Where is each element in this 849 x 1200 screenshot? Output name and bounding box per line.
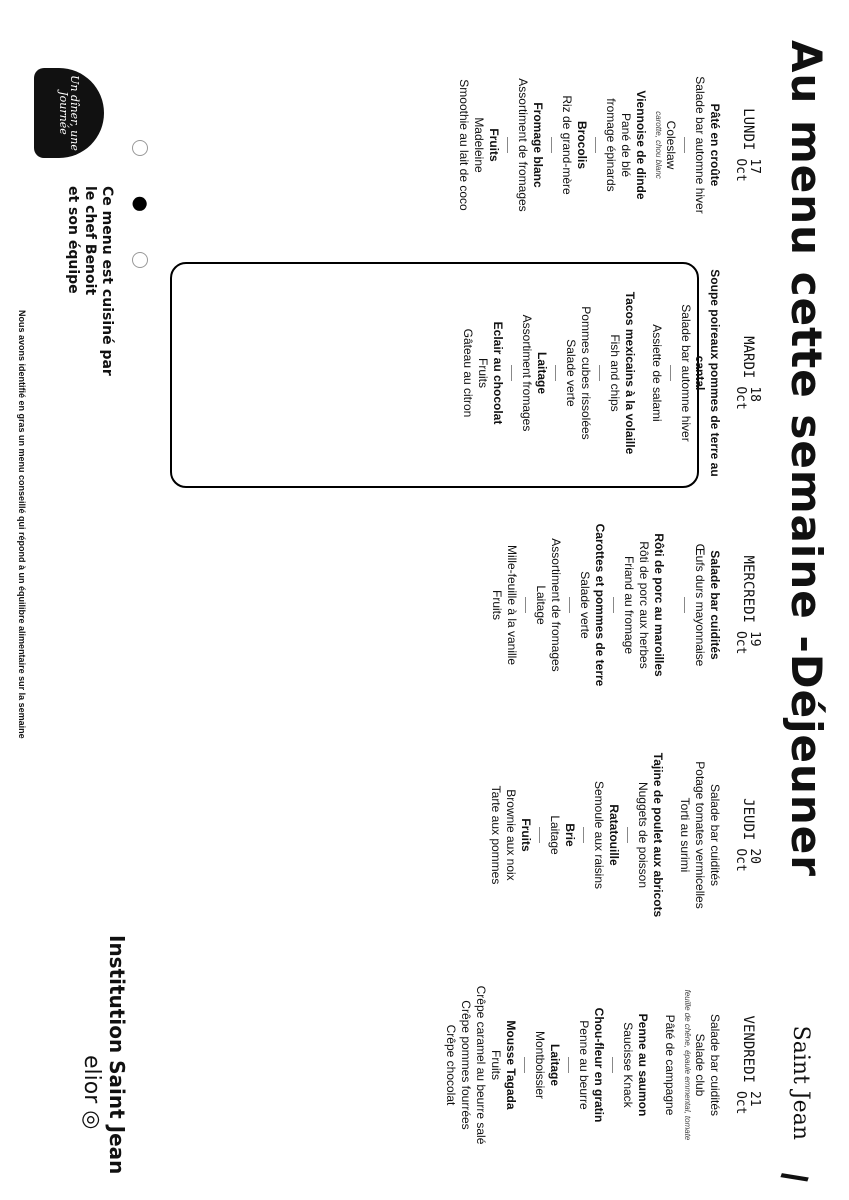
separator: [562, 960, 576, 1170]
menu-item: Assortiment fromages: [519, 314, 534, 432]
menu-item: Penne au beurre: [576, 1020, 591, 1110]
day-name: LUNDI: [739, 108, 756, 151]
day-number: 19: [747, 630, 762, 647]
separator-line: [511, 365, 512, 381]
separator: [607, 500, 621, 710]
menu-item-recommended: Rôti de porc au maroilles: [651, 533, 666, 677]
separator-line: [684, 597, 685, 613]
separator-line: [524, 1057, 525, 1073]
day-name: VENDREDI: [739, 1015, 756, 1083]
day-number: 21: [747, 1090, 762, 1107]
menu-item: Salade bar cuidités: [707, 1013, 722, 1117]
menu-item-recommended: Fruits: [486, 128, 501, 162]
day-name: JEUDI: [739, 798, 756, 841]
day-name: MARDI: [739, 336, 756, 379]
separator: [519, 500, 533, 710]
separator-line: [684, 137, 685, 153]
separator-line: [595, 137, 596, 153]
menu-item: Gâteau au citron: [460, 328, 475, 418]
separator-line: [599, 365, 600, 381]
separator-line: [539, 827, 540, 843]
separator: [533, 730, 547, 940]
day-header: [734, 268, 761, 478]
menu-item-recommended: Brocolis: [574, 120, 589, 169]
day-date: [734, 386, 761, 409]
menu-item-recommended: Fruits: [518, 818, 533, 852]
circle-icon: [133, 252, 149, 268]
menu-item: Tarte aux pommes: [488, 785, 503, 885]
institution-name: Institution Saint Jean: [105, 935, 129, 1175]
day-header: [734, 40, 761, 250]
menu-item: Laitage: [547, 815, 562, 855]
day-column: [489, 500, 761, 710]
day-header: [734, 960, 761, 1170]
menu-item: Pâté de campagne: [662, 1014, 677, 1116]
separator-line: [568, 1057, 569, 1073]
separator: [518, 960, 532, 1170]
menu-item: Friand au fromage: [621, 555, 636, 655]
menu-item: Mille-feuille à la vanille: [504, 544, 519, 666]
menu-item-recommended: Ratatouille: [606, 804, 621, 866]
menu-item: Rôti de porc aux herbes: [636, 541, 651, 669]
menu-item: Crêpe caramel au beurre salé: [473, 985, 488, 1145]
footnote: Nous avons identifié en gras un menu conseillé qui répond à un équilibre alimentaire sur la semaine: [17, 310, 27, 739]
menu-item-recommended: Carottes et pommes de terre: [592, 523, 607, 687]
separator: [621, 730, 635, 940]
separator-line: [551, 137, 552, 153]
menu-item: fromage épinards: [603, 98, 618, 192]
menu-item: Coleslaw: [663, 120, 678, 170]
menu-item-recommended: Pâté en croûte: [707, 103, 722, 187]
decorative-stroke: \: [773, 1165, 816, 1189]
day-number: 20: [747, 848, 762, 864]
menu-item: Pané de blé: [618, 112, 633, 178]
day-column: [443, 960, 761, 1170]
day-date: [734, 158, 761, 181]
menu-item: Fruits: [489, 590, 504, 620]
menu-item-recommended: Chou-fleur en gratin: [591, 1007, 606, 1123]
day-header: [734, 730, 761, 940]
menu-item: Salade verte: [577, 571, 592, 639]
legend-item: [132, 196, 149, 212]
day-month: Oct: [733, 1090, 749, 1115]
spacer: [665, 730, 677, 940]
day-date: [734, 848, 761, 871]
menu-item: Assiette de salami: [649, 324, 664, 422]
legend-item: [132, 140, 149, 156]
day-column: [460, 268, 761, 478]
menu-item-recommended: Viennoise de dinde: [633, 90, 648, 200]
spacer: [637, 268, 649, 478]
legend: [132, 140, 149, 268]
menu-item: Salade bar automne hiver: [692, 76, 707, 214]
chef-line: le chef Benoit: [82, 186, 99, 296]
menu-item: Madeleine: [471, 117, 486, 173]
menu-item: carotte, chou blanc: [653, 111, 663, 179]
separator: [678, 500, 692, 710]
legend-item: [132, 252, 149, 268]
menu-item: Salade club: [692, 1033, 707, 1097]
separator-line: [613, 597, 614, 613]
menu-item: Salade verte: [563, 339, 578, 407]
menu-item-recommended: Penne au saumon: [635, 1013, 650, 1117]
page-title: Au menu cette semaine -Déjeuner: [782, 40, 831, 877]
menu-item-recommended: Mousse Tagada: [503, 1020, 518, 1110]
menu-item: Fruits: [475, 358, 490, 388]
menu-item: Torti au surimi: [677, 797, 692, 873]
menu-item: Semoule aux raisins: [591, 780, 606, 890]
day-column: [456, 40, 761, 250]
separator: [549, 268, 563, 478]
menu-item: Brownie aux noix: [503, 789, 518, 881]
separator-line: [555, 365, 556, 381]
menu-item: Riz de grand-mère: [559, 95, 574, 195]
separator: [563, 500, 577, 710]
chef-line: Ce menu est cuisiné par: [99, 186, 115, 376]
menu-item: Smoothie au lait de coco: [456, 79, 471, 211]
menu-item: Saucisse Knack: [620, 1022, 635, 1108]
menu-item: Crêpe chocolat: [443, 1024, 458, 1106]
day-number: 18: [747, 386, 762, 402]
separator: [678, 40, 692, 250]
day-column: [488, 730, 761, 940]
menu-item: Montboissier: [532, 1030, 547, 1100]
separator: [505, 268, 519, 478]
separator: [577, 730, 591, 940]
day-month: Oct: [733, 386, 749, 410]
menu-item-recommended: Tajine de poulet aux abricots: [650, 752, 665, 918]
day-number: 17: [747, 158, 762, 174]
separator-line: [627, 827, 628, 843]
menu-item: Salade bar cuidités: [707, 783, 722, 887]
brand-logo: elior ◎: [79, 1055, 104, 1130]
separator-line: [612, 1057, 613, 1073]
menu-item-recommended: Brie: [562, 823, 577, 847]
separator: [589, 40, 603, 250]
menu-item-recommended: Laitage: [534, 351, 549, 394]
logo: Un dîner, une Journée: [34, 68, 104, 158]
menu-item: Potage tomates vermicelles: [692, 761, 707, 909]
separator-line: [670, 365, 671, 381]
day-month: Oct: [733, 158, 749, 182]
brand-text: elior: [79, 1055, 104, 1104]
menu-item: Salade bar automne hiver: [678, 304, 693, 442]
chef-credit: [65, 186, 115, 376]
menu-item: Assortiment de fromages: [548, 538, 563, 672]
circle-icon: [133, 140, 149, 156]
day-header: [734, 500, 761, 710]
pin-icon: ⬤: [133, 196, 149, 212]
separator: [664, 268, 678, 478]
separator-line: [583, 827, 584, 843]
menu-item-recommended: Soupe poireaux pommes de terre au cantal: [693, 269, 722, 477]
menu-item: Œufs durs mayonnaise: [692, 543, 707, 667]
menu-item: Fruits: [488, 1050, 503, 1080]
day-month: Oct: [733, 848, 749, 872]
spacer: [666, 500, 678, 710]
day-name: MERCREDI: [739, 555, 756, 623]
menu-item: Pommes cubes rissolées: [578, 306, 593, 440]
menu-item: Nuggets de poisson: [635, 781, 650, 889]
chef-line: et son équipe: [65, 186, 82, 294]
menu-item-recommended: Eclair au chocolat: [490, 321, 505, 425]
school-name: Saint Jean: [788, 1025, 813, 1140]
menu-item-recommended: Tacos mexicains à la volaille: [622, 291, 637, 455]
separator: [545, 40, 559, 250]
menu-item-recommended: Laitage: [547, 1043, 562, 1086]
menu-item-recommended: Salade bar cuidités: [707, 550, 722, 660]
menu-item: Fish and chips: [607, 334, 622, 412]
menu-item: Crêpe pommes fourrées: [458, 1000, 473, 1130]
day-date: [734, 1091, 761, 1114]
menu-item: feuille de chêne, épaule emmental, tomate: [682, 989, 692, 1141]
separator-line: [525, 597, 526, 613]
separator-line: [507, 137, 508, 153]
menu-item: Assortiment de fromages: [515, 78, 530, 212]
spacer: [650, 960, 662, 1170]
separator: [606, 960, 620, 1170]
separator-line: [569, 597, 570, 613]
separator: [501, 40, 515, 250]
day-month: Oct: [733, 630, 749, 655]
separator: [593, 268, 607, 478]
menu-item-recommended: Fromage blanc: [530, 102, 545, 188]
day-date: [734, 631, 761, 654]
menu-item: Laitage: [533, 585, 548, 625]
